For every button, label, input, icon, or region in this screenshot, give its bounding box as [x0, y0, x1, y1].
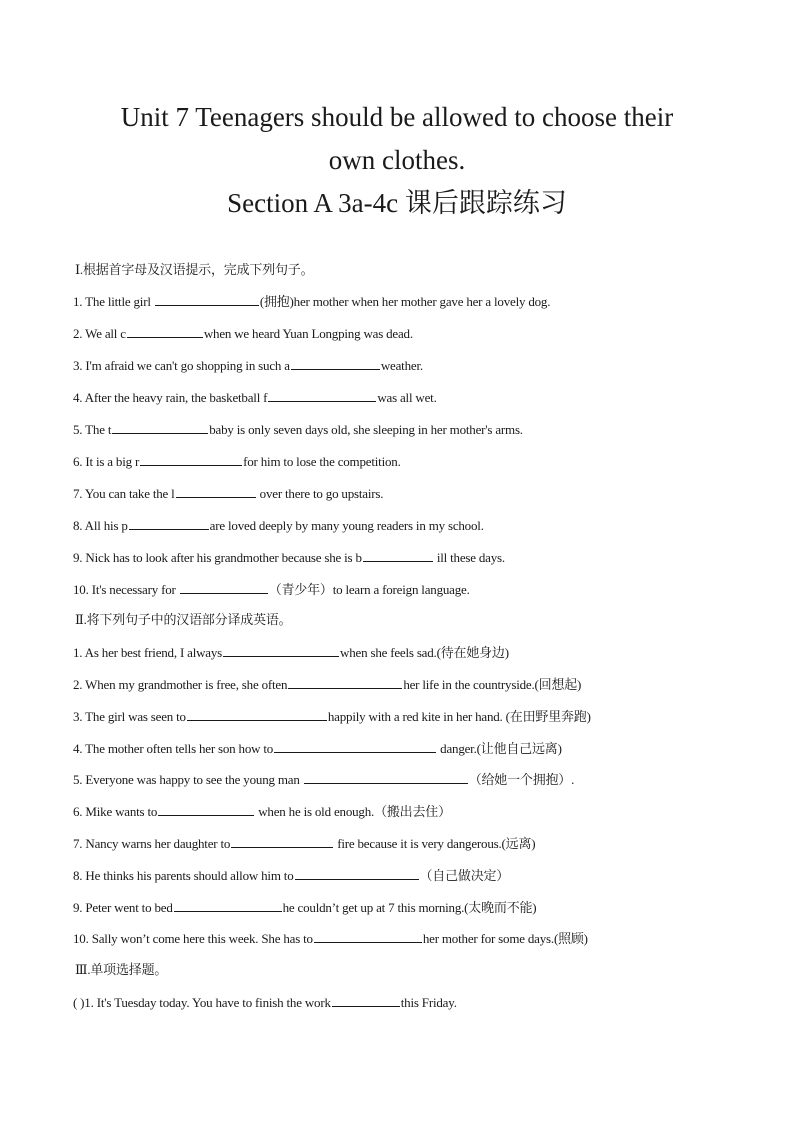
item-text: 6. It is a big r	[73, 454, 140, 469]
answer-blank[interactable]	[332, 994, 400, 1007]
item-text: for him to lose the competition.	[243, 454, 401, 469]
item-text: 8. He thinks his parents should allow him to	[73, 868, 294, 883]
exercise-item	[73, 517, 484, 534]
exercise-item	[73, 899, 536, 916]
answer-blank[interactable]	[127, 325, 203, 338]
title-line-3: Section A 3a-4c 课后跟踪练习	[227, 188, 567, 218]
item-text: 1. The little girl	[73, 294, 154, 309]
item-text: when he is old enough.（搬出去住）	[255, 804, 451, 819]
answer-blank[interactable]	[155, 293, 259, 306]
item-text: was all wet.	[377, 390, 437, 405]
exercise-item	[73, 644, 509, 661]
exercise-item	[73, 835, 535, 852]
exercise-item	[73, 803, 451, 820]
section-1-heading: Ⅰ.根据首字母及汉语提示，完成下列句子。	[75, 262, 314, 277]
item-text: when we heard Yuan Longping was dead.	[203, 326, 413, 341]
answer-blank[interactable]	[231, 835, 333, 848]
item-text: 5. The t	[73, 422, 112, 437]
item-text: 2. We all c	[73, 326, 126, 341]
item-text: 4. The mother often tells her son how to	[73, 741, 274, 756]
item-text: 9. Nick has to look after his grandmother because she is b	[73, 550, 362, 565]
answer-blank[interactable]	[268, 389, 376, 402]
item-text: 6. Mike wants to	[73, 804, 158, 819]
item-text: her life in the countryside.(回想起)	[403, 677, 582, 692]
item-text: 3. I'm afraid we can't go shopping in such a	[73, 358, 290, 373]
item-text: happily with a red kite in her hand. (在田野里奔跑)	[327, 709, 591, 724]
item-text: 10. It's necessary for	[73, 582, 179, 597]
item-text: when she feels sad.(待在她身边)	[340, 645, 509, 660]
answer-blank[interactable]	[223, 644, 339, 657]
section-3-heading: Ⅲ.单项选择题。	[75, 962, 168, 977]
item-text: over there to go upstairs.	[256, 486, 384, 501]
item-text: danger.(让他自己远离)	[437, 741, 562, 756]
answer-blank[interactable]	[295, 867, 419, 880]
item-text: this Friday.	[400, 995, 457, 1010]
exercise-item	[73, 453, 401, 470]
title-line-1: Unit 7 Teenagers should be allowed to choose their	[120, 102, 674, 132]
answer-blank[interactable]	[187, 708, 327, 721]
exercise-item	[73, 357, 423, 374]
answer-blank[interactable]	[112, 421, 208, 434]
exercise-item	[73, 485, 383, 502]
exercise-item	[73, 325, 413, 342]
answer-blank[interactable]	[140, 453, 242, 466]
item-text: he couldn’t get up at 7 this morning.(太晚而不能)	[282, 900, 537, 915]
exercise-item	[73, 867, 509, 884]
item-text: 5. Everyone was happy to see the young man	[73, 772, 303, 787]
item-text: 2. When my grandmother is free, she often	[73, 677, 288, 692]
item-text: 1. As her best friend, I always	[73, 645, 223, 660]
answer-blank[interactable]	[180, 581, 268, 594]
answer-blank[interactable]	[304, 771, 468, 784]
item-text: 3. The girl was seen to	[73, 709, 186, 724]
item-text: 8. All his p	[73, 518, 128, 533]
item-text: （给她一个拥抱）.	[468, 772, 575, 787]
exercise-item	[73, 293, 550, 310]
answer-blank[interactable]	[176, 485, 256, 498]
exercise-item	[73, 994, 457, 1011]
exercise-item	[73, 771, 574, 788]
exercise-item	[73, 549, 505, 566]
exercise-item	[73, 581, 470, 598]
answer-blank[interactable]	[288, 676, 402, 689]
page-title	[60, 96, 734, 225]
item-text: weather.	[380, 358, 423, 373]
section-2-heading: Ⅱ.将下列句子中的汉语部分译成英语。	[75, 612, 292, 627]
item-text: are loved deeply by many young readers in my school.	[209, 518, 484, 533]
answer-blank[interactable]	[274, 740, 436, 753]
item-text: 7. You can take the l	[73, 486, 175, 501]
item-text: ill these days.	[433, 550, 505, 565]
item-text: ( )1. It's Tuesday today. You have to finish the work	[73, 995, 331, 1010]
item-text: fire because it is very dangerous.(远离)	[334, 836, 536, 851]
answer-blank[interactable]	[314, 930, 422, 943]
exercise-item	[73, 421, 523, 438]
item-text: (拥抱)her mother when her mother gave her a lovely dog.	[259, 294, 551, 309]
exercise-item	[73, 930, 588, 947]
answer-blank[interactable]	[129, 517, 209, 530]
exercise-item	[73, 740, 562, 757]
answer-blank[interactable]	[363, 549, 433, 562]
title-line-2: own clothes.	[328, 145, 466, 175]
item-text: baby is only seven days old, she sleeping in her mother's arms.	[209, 422, 523, 437]
answer-blank[interactable]	[174, 899, 282, 912]
answer-blank[interactable]	[158, 803, 254, 816]
exercise-item	[73, 676, 581, 693]
exercise-item	[73, 708, 591, 725]
item-text: 10. Sally won’t come here this week. She has to	[73, 931, 313, 946]
item-text: 7. Nancy warns her daughter to	[73, 836, 231, 851]
item-text: （自己做决定）	[419, 868, 510, 883]
item-text: 4. After the heavy rain, the basketball f	[73, 390, 268, 405]
exercise-item	[73, 389, 437, 406]
item-text: 9. Peter went to bed	[73, 900, 173, 915]
item-text: （青少年）to learn a foreign language.	[268, 582, 470, 597]
answer-blank[interactable]	[291, 357, 380, 370]
item-text: her mother for some days.(照顾)	[422, 931, 588, 946]
